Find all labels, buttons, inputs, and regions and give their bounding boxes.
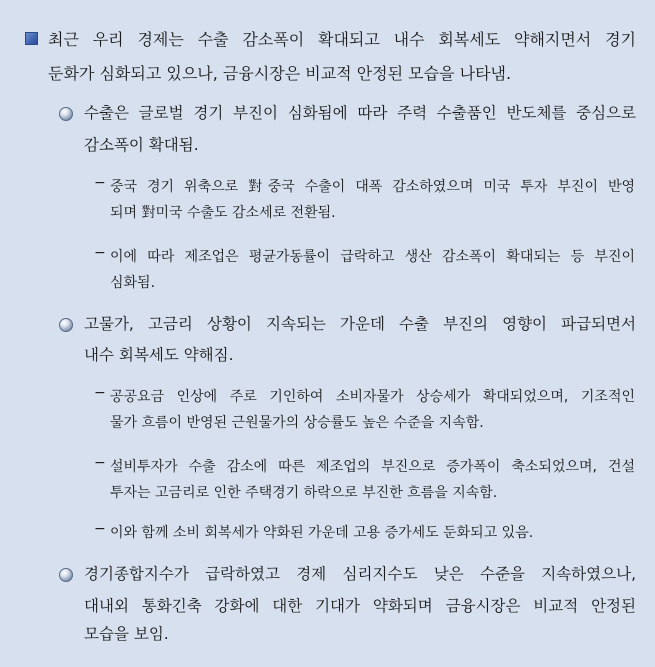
square-bullet-icon <box>25 32 38 45</box>
point-line: 감소폭이 확대됨. <box>84 136 199 154</box>
sub-point-line: 투자는 고금리로 인한 주택경기 하락으로 부진한 흐름을 지속함. <box>110 485 498 501</box>
sub-point-line: 되며 對미국 수출도 감소세로 전환됨. <box>110 205 336 221</box>
sub-point-line: 물가 흐름이 반영된 근원물가의 상승률도 높은 수준을 지속함. <box>110 415 484 431</box>
sub-point-line: 이와 함께 소비 회복세가 약화된 가운데 고용 증가세도 둔화되고 있음. <box>110 525 534 541</box>
main-paragraph-line: 둔화가 심화되고 있으나, 금융시장은 비교적 안정된 모습을 나타냄. <box>48 64 512 83</box>
sub-point-line: 심화됨. <box>110 275 156 291</box>
dash-bullet-icon: − <box>94 385 106 401</box>
circle-bullet-icon <box>59 107 73 121</box>
circle-bullet-icon <box>59 318 73 332</box>
point-line: 대내외 통화긴축 강화에 대한 기대가 약화되며 금융시장은 비교적 안정된 <box>84 597 636 615</box>
circle-bullet-icon <box>59 568 73 582</box>
sub-point-line: 공공요금 인상에 주로 기인하여 소비자물가 상승세가 확대되었으며, 기조적인 <box>110 389 635 405</box>
dash-bullet-icon: − <box>94 455 106 471</box>
point-line: 내수 회복세도 약해짐. <box>84 346 234 364</box>
point-line: 수출은 글로벌 경기 부진이 심화됨에 따라 주력 수출품인 반도체를 중심으로 <box>84 104 636 122</box>
main-paragraph-line: 최근 우리 경제는 수출 감소폭이 확대되고 내수 회복세도 약해지면서 경기 <box>48 30 636 49</box>
point-line: 모습을 보임. <box>84 625 169 643</box>
sub-point-line: 중국 경기 위축으로 對중국 수출이 대폭 감소하였으며 미국 투자 부진이 반영 <box>110 179 635 195</box>
point-line: 경기종합지수가 급락하였고 경제 심리지수도 낮은 수준을 지속하였으나, <box>84 565 636 583</box>
sub-point-line: 이에 따라 제조업은 평균가동률이 급락하고 생산 감소폭이 확대되는 등 부진이 <box>110 249 635 265</box>
point-line: 고물가, 고금리 상황이 지속되는 가운데 수출 부진의 영향이 파급되면서 <box>84 315 636 333</box>
dash-bullet-icon: − <box>94 245 106 261</box>
sub-point-line: 설비투자가 수출 감소에 따른 제조업의 부진으로 증가폭이 축소되었으며, 건설 <box>110 459 635 475</box>
dash-bullet-icon: − <box>94 521 106 537</box>
dash-bullet-icon: − <box>94 175 106 191</box>
